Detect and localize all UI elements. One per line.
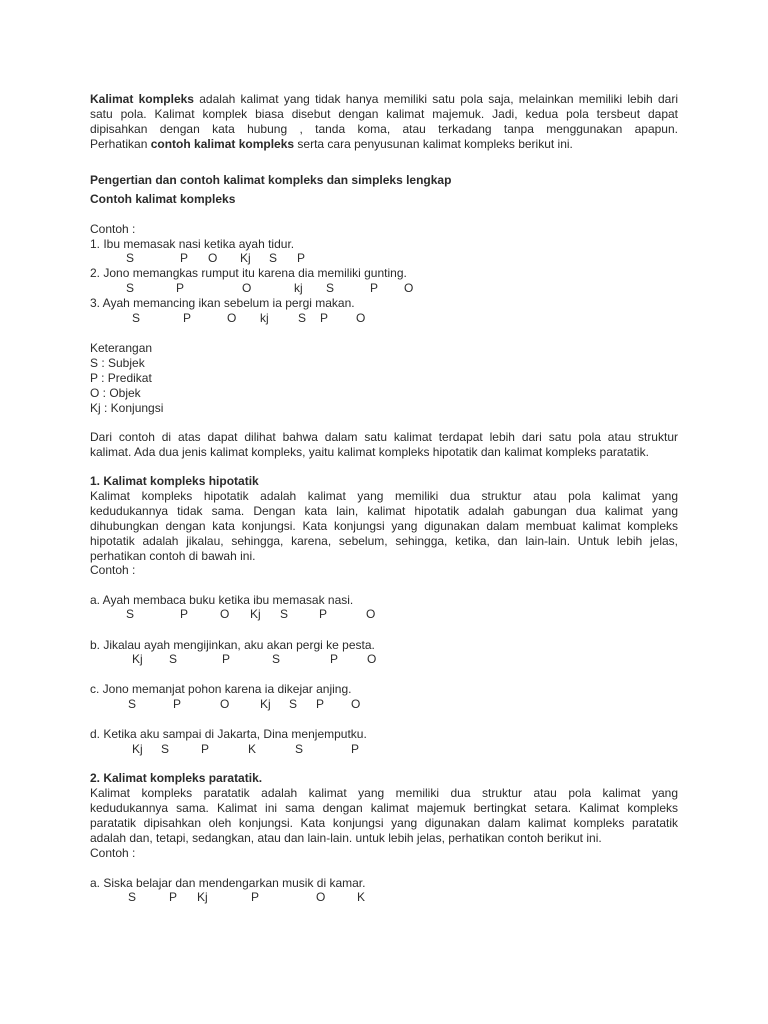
pattern-tag: O [227,311,237,325]
section2-line: adalah dan, tetapi, sedangkan, atau dan lain-lain. untuk lebih jelas, perhatikan contoh berikut ini. [90,831,602,845]
intro-line-2: satu pola. Kalimat komplek biasa disebut dengan kalimat majemuk. Jadi, kedua pola tersbeut dapat [90,107,678,121]
pattern-tag: P [251,890,260,904]
pattern-tag: P [180,251,189,265]
pattern-tag: S [289,697,298,711]
pattern-tag: S [295,742,304,756]
intro-line-1 [90,92,678,107]
section2-line: paratatik dipisahkan oleh konjungsi. Kata konjungsi yang digunakan dalam kalimat kompleks paratatik [90,816,678,830]
intro-line-4 [90,137,678,152]
pattern-tag: O [220,697,230,711]
section1-line: dihubungkan dengan kata konjungsi. Kata konjungsi yang digunakan dalam membuat kalimat kompleks [90,519,678,533]
pattern-tag: O [356,311,366,325]
pattern-tag: K [357,890,366,904]
summary-line-2: kalimat. Ada dua jenis kalimat kompleks, yaitu kalimat kompleks hipotatik dan kalimat kompleks paratatik. [90,445,649,459]
contoh-label: Contoh : [90,846,136,860]
contoh-label: Contoh : [90,222,136,236]
pattern-tag: Kj [132,652,143,666]
pattern-tag: P [330,652,339,666]
section2-title: 2. Kalimat kompleks paratatik. [90,771,263,785]
pattern-tag: O [367,652,377,666]
pattern-tag: P [222,652,231,666]
pattern-tag: Kj [197,890,208,904]
pattern-tag: O [366,607,376,621]
pattern-tag: kj [260,311,269,325]
pattern-tag: P [297,251,306,265]
legend-item: Kj : Konjungsi [90,401,164,415]
pattern-tag: Kj [240,251,251,265]
example-sentence: b. Jikalau ayah mengijinkan, aku akan pergi ke pesta. [90,638,375,652]
example-sentence: 3. Ayah memancing ikan sebelum ia pergi makan. [90,296,355,310]
pattern-tag: S [169,652,178,666]
pattern-tag: O [242,281,252,295]
pattern-tag: Kj [250,607,261,621]
pattern-tag: P [180,607,189,621]
pattern-tag: S [269,251,278,265]
pattern-tag: S [161,742,170,756]
summary-line-1: Dari contoh di atas dapat dilihat bahwa dalam satu kalimat terdapat lebih dari satu pola atau struktur [90,430,678,444]
legend-item: S : Subjek [90,356,145,370]
intro-link-term: contoh kalimat kompleks [150,137,295,151]
pattern-tag: S [126,281,135,295]
pattern-tag: kj [294,281,303,295]
pattern-tag: P [173,697,182,711]
pattern-tag: P [176,281,185,295]
section1-line: Kalimat kompleks hipotatik adalah kalimat yang memiliki dua struktur atau pola kalimat yang [90,489,678,503]
pattern-tag: P [320,311,329,325]
section1-line: kedudukannya tidak sama. Dengan kata lain, kalimat hipotatik adalah gabungan dua kalimat yang [90,504,678,518]
legend-item: O : Objek [90,386,141,400]
example-sentence: a. Ayah membaca buku ketika ibu memasak nasi. [90,593,354,607]
section2-line: kedudukannya sama. Kalimat ini sama dengan kalimat majemuk bertingkat setara. Kalimat kompleks [90,801,678,815]
example-sentence: c. Jono memanjat pohon karena ia dikejar anjing. [90,682,352,696]
pattern-tag: O [208,251,218,265]
example-sentence: d. Ketika aku sampai di Jakarta, Dina menjemputku. [90,727,367,741]
pattern-tag: P [169,890,178,904]
pattern-tag: S [280,607,289,621]
pattern-tag: O [404,281,414,295]
intro-term: Kalimat kompleks [90,92,194,106]
section2-line: Kalimat kompleks paratatik adalah kalimat yang memiliki dua struktur atau pola kalimat yang [90,786,678,800]
example-sentence: a. Siska belajar dan mendengarkan musik di kamar. [90,876,366,890]
pattern-tag: K [248,742,257,756]
pattern-tag: O [316,890,326,904]
pattern-tag: S [126,607,135,621]
pattern-tag: S [298,311,307,325]
example-sentence: 2. Jono memangkas rumput itu karena dia memiliki gunting. [90,266,407,280]
section1-line: perhatikan contoh di bawah ini. [90,549,256,563]
intro-line-3: dipisahkan dengan kata hubung , tanda koma, atau terkadang tanpa menggunakan apapun. [90,122,678,136]
pattern-tag: S [126,251,135,265]
pattern-tag: P [316,697,325,711]
keterangan-title: Keterangan [90,341,153,355]
pattern-tag: S [128,697,137,711]
intro-text: adalah kalimat yang tidak hanya memiliki satu pola saja, melainkan memiliki lebih dari [193,92,679,106]
pattern-tag: S [128,890,137,904]
example-sentence: 1. Ibu memasak nasi ketika ayah tidur. [90,237,295,251]
pattern-tag: P [370,281,379,295]
main-heading: Pengertian dan contoh kalimat kompleks dan simpleks lengkap [90,173,452,187]
pattern-tag: Kj [260,697,271,711]
pattern-tag: Kj [132,742,143,756]
section1-line: hipotatik adalah jikalau, sehingga, karena, sebelum, sehingga, ketika, dan lain-lain. Untuk lebih jelas, [90,534,678,548]
pattern-tag: S [272,652,281,666]
pattern-tag: P [351,742,360,756]
pattern-tag: S [132,311,141,325]
pattern-tag: P [183,311,192,325]
intro-text: serta cara penyusunan kalimat kompleks berikut ini. [294,137,573,151]
pattern-tag: O [351,697,361,711]
pattern-tag: P [201,742,210,756]
pattern-tag: S [326,281,335,295]
contoh-label: Contoh : [90,563,136,577]
pattern-tag: P [319,607,328,621]
section1-title: 1. Kalimat kompleks hipotatik [90,474,259,488]
sub-heading: Contoh kalimat kompleks [90,192,236,206]
pattern-tag: O [220,607,230,621]
legend-item: P : Predikat [90,371,152,385]
intro-text: Perhatikan [90,137,151,151]
